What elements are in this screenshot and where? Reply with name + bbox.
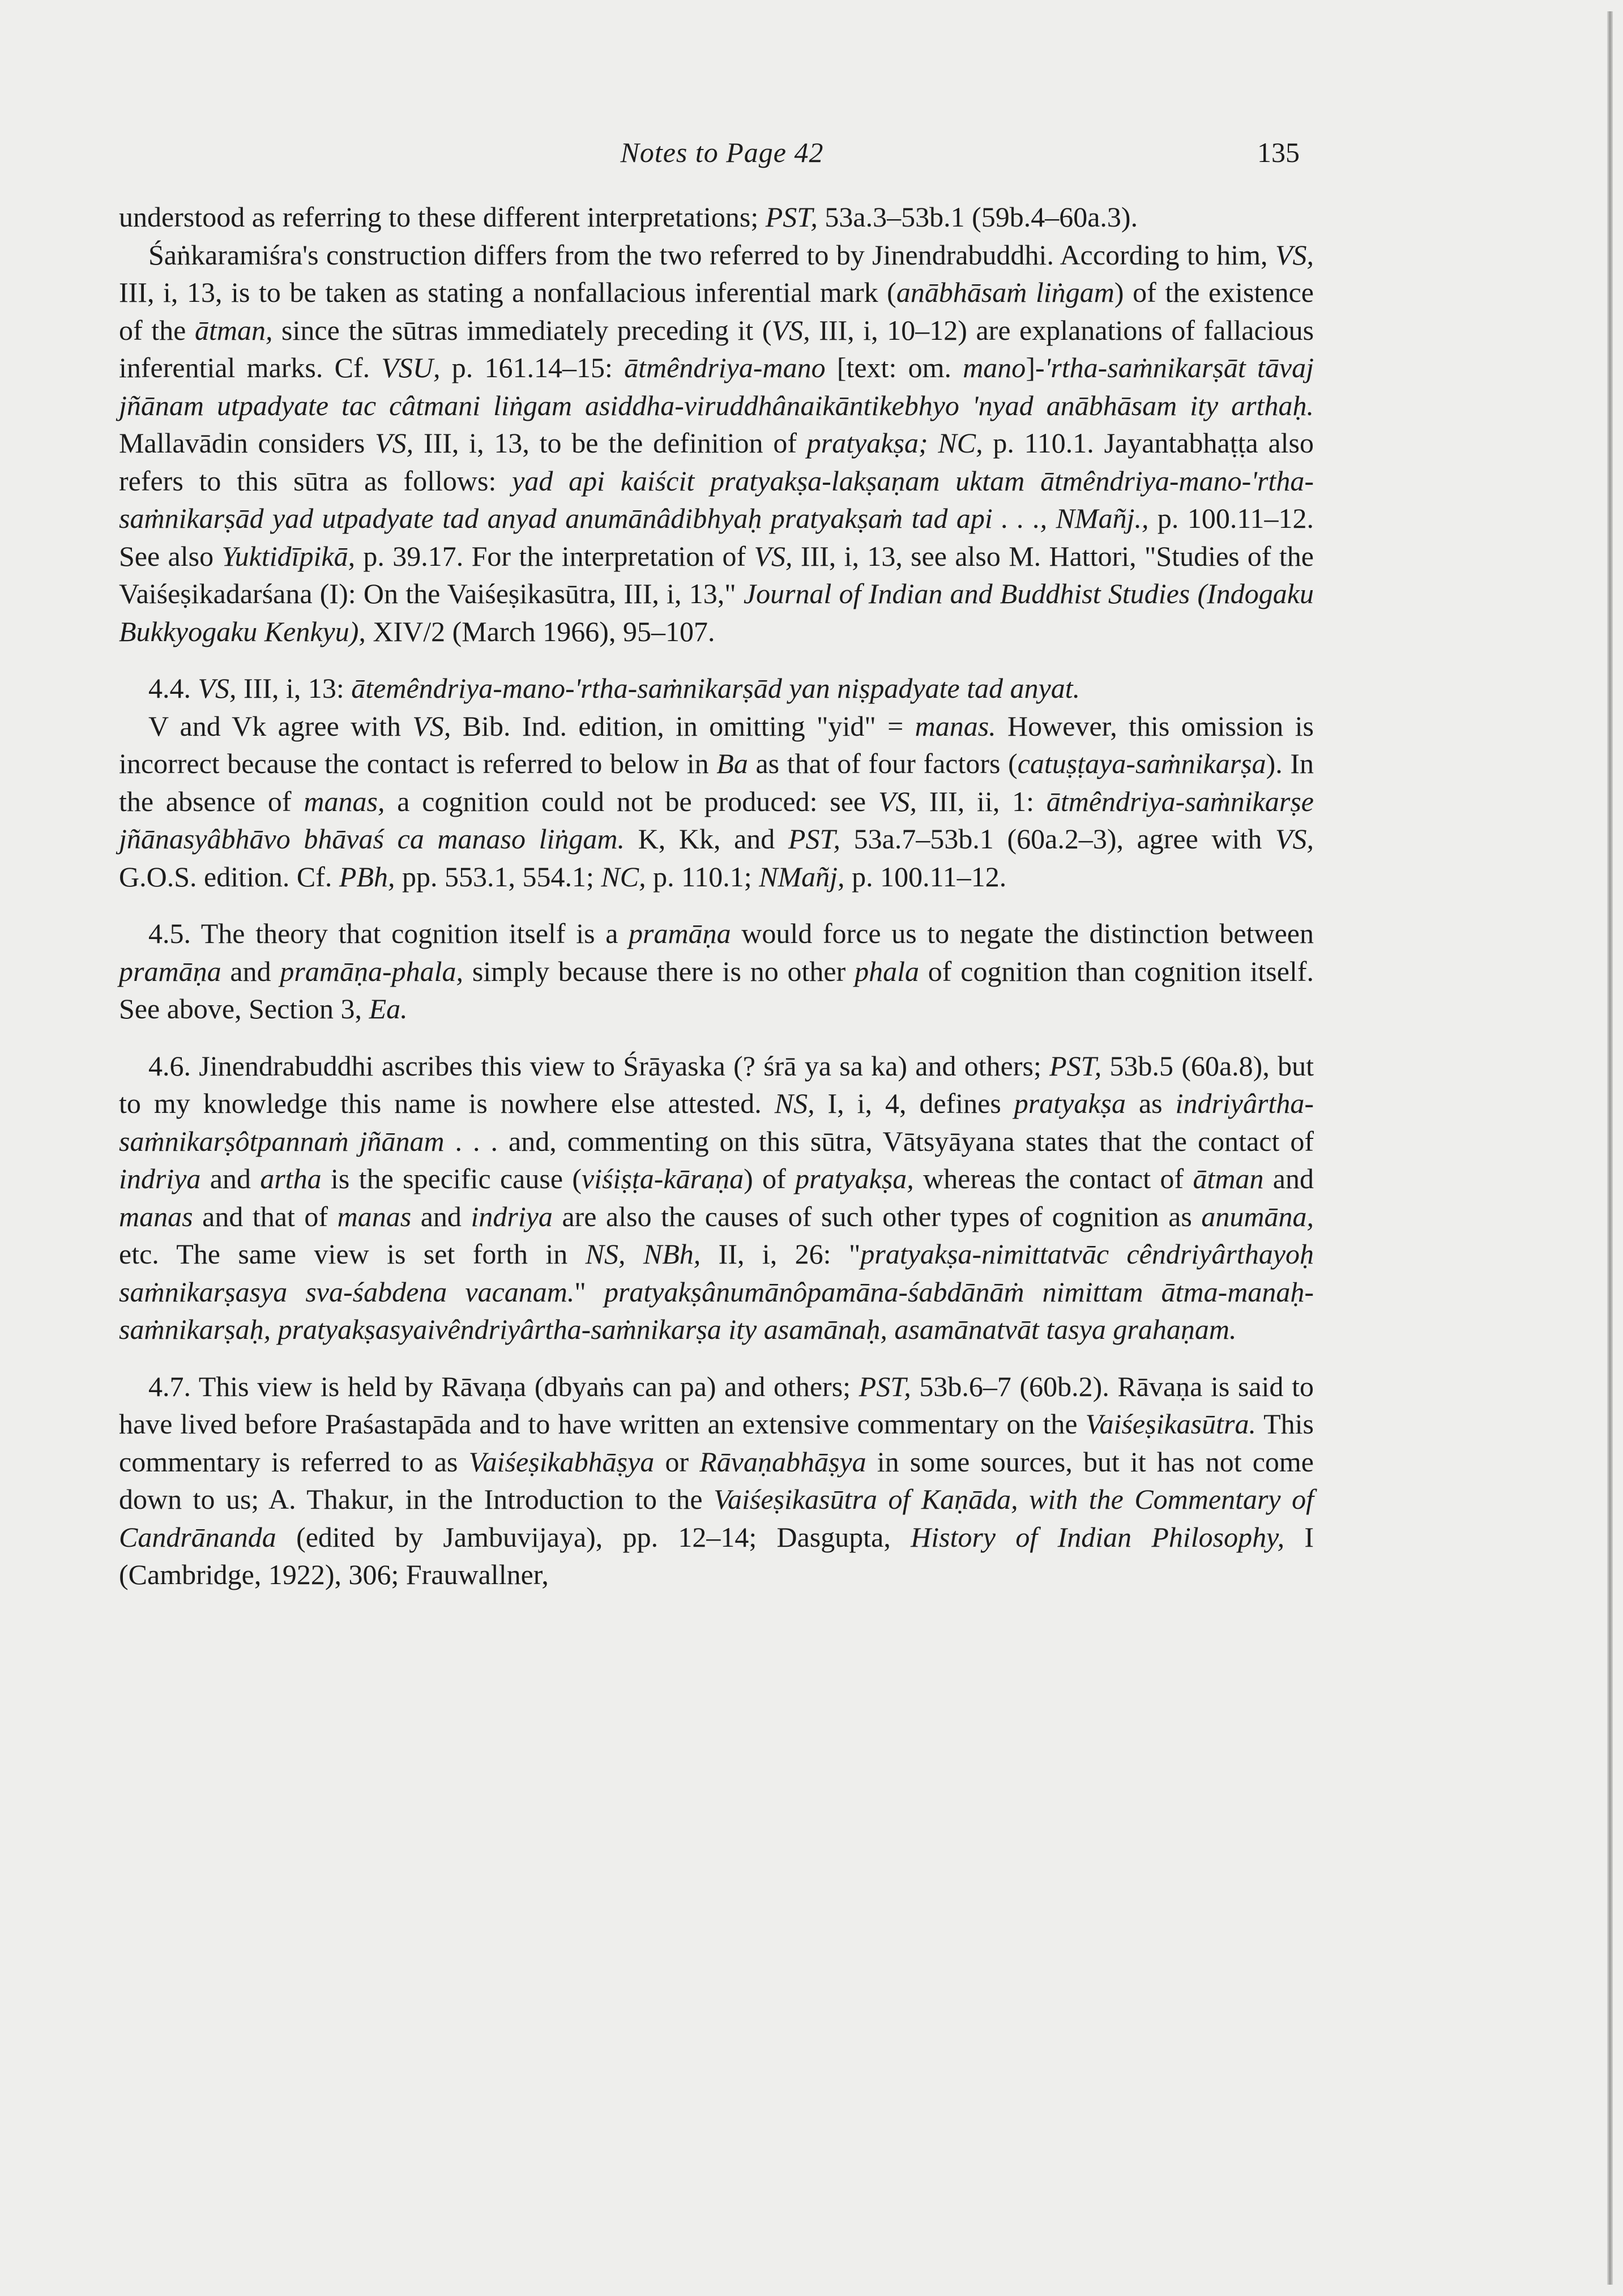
text-run: since the sūtras immediately preceding it ( xyxy=(272,314,772,346)
text-run: etc. The same view is set forth in xyxy=(119,1238,586,1270)
text-run: and xyxy=(1263,1163,1314,1194)
text-run: p. 100.11–12. See also xyxy=(119,502,1314,572)
italic-text: PST, xyxy=(765,201,818,233)
italic-text: indriyârtha-saṁnikarṣôtpannaṁ jñānam xyxy=(119,1087,1314,1157)
body-paragraph xyxy=(119,198,1314,236)
italic-text: NMañj., xyxy=(1056,502,1149,534)
italic-text: artha xyxy=(260,1163,322,1194)
italic-text: NC, xyxy=(601,860,646,893)
text-run: 4.7. This view is held by Rāvaṇa (dbyaṅs can pa) and others; xyxy=(148,1370,859,1402)
italic-text: VS, xyxy=(375,427,414,459)
text-run: a cognition could not be produced: see xyxy=(385,785,878,817)
text-run: is the specific cause ( xyxy=(321,1163,582,1194)
italic-text: NS, xyxy=(774,1087,815,1119)
text-run: G.O.S. edition. Cf. xyxy=(119,860,339,893)
text-run: as that of four factors ( xyxy=(748,748,1018,779)
body-paragraph xyxy=(119,707,1314,896)
text-run: ). In the absence of xyxy=(119,748,1314,817)
italic-text: NC, xyxy=(938,427,983,459)
italic-text: VS, xyxy=(412,710,451,742)
text-run: and xyxy=(200,1163,260,1194)
text-run: Śaṅkaramiśra's construction differs from the two referred to by Jinendrabuddhi. According to him, xyxy=(148,238,1275,271)
text-run xyxy=(928,427,938,459)
italic-text: anumāna, xyxy=(1201,1200,1314,1232)
italic-text: manas xyxy=(337,1200,412,1232)
notes-body xyxy=(119,198,1314,1594)
text-run: of cognition than cognition itself. See above, Section 3, xyxy=(119,955,1314,1025)
italic-text: pratyakṣa-nimittatvāc cêndriyârthayoḥ saṁnikarṣasya sva-śabdena vacanam. xyxy=(119,1238,1314,1308)
text-run: ]- xyxy=(1026,352,1045,383)
italic-text: PBh, xyxy=(339,860,395,893)
italic-text: pramāṇa xyxy=(629,917,731,949)
italic-text: pratyakṣa xyxy=(1014,1087,1126,1119)
italic-text: PST, xyxy=(859,1370,911,1402)
italic-text: mano xyxy=(963,352,1026,383)
italic-text: VS, xyxy=(198,672,237,704)
text-run: (edited by Jambuvijaya), pp. 12–14; Dasgupta, xyxy=(276,1521,911,1553)
italic-text: VSU, xyxy=(381,352,441,383)
italic-text: ātman, xyxy=(194,314,273,346)
text-run: 53b.5 (60a.8), but to my knowledge this name is nowhere else attested. xyxy=(119,1049,1314,1119)
text-run: 53a.7–53b.1 (60a.2–3), agree with xyxy=(840,823,1275,855)
italic-text: ātman xyxy=(1193,1163,1264,1194)
italic-text: NMañj, xyxy=(759,860,845,893)
text-run: p. 39.17. For the interpretation of xyxy=(355,540,754,572)
italic-text: manas. xyxy=(915,710,996,742)
italic-text: ātmêndriya-saṁnikarṣe jñānasyâbhāvo bhāvaś ca manaso liṅgam. xyxy=(119,785,1314,855)
italic-text: Vaiśeṣikasūtra of Kaṇāda, with the Commentary of Candrānanda xyxy=(119,1483,1314,1553)
text-run: 53b.6–7 (60b.2). Rāvaṇa is said to have lived before Praśastapāda and to have written an extensive commentary on the xyxy=(119,1370,1314,1440)
text-run xyxy=(1047,502,1056,534)
text-run: or xyxy=(654,1445,700,1478)
note-paragraph xyxy=(119,1047,1314,1348)
italic-text: pratyakṣânumānôpamāna-śabdānāṁ nimittam ātma-manaḥ-saṁnikarṣaḥ, pratyakṣasyaivêndriyârtha-saṁnikarṣa ity asamānaḥ, asamānatvāt tasya grahaṇam. xyxy=(119,1275,1314,1345)
italic-text: ātmêndriya-mano xyxy=(624,352,826,383)
italic-text: viśiṣṭa-kāraṇa xyxy=(582,1163,744,1194)
text-run: are also the causes of such other types of cognition as xyxy=(552,1200,1202,1232)
text-run: III, i, 13, to be the definition of xyxy=(413,427,807,459)
italic-text: NBh, xyxy=(643,1238,701,1270)
text-run: This commentary is referred to as xyxy=(119,1408,1314,1478)
text-run: " xyxy=(574,1275,604,1308)
text-run: as xyxy=(1125,1087,1176,1119)
italic-text: PST, xyxy=(788,823,841,855)
text-run: 4.6. Jinendrabuddhi ascribes this view to Śrāyaska (? śrā ya sa ka) and others; xyxy=(148,1049,1050,1082)
italic-text: pratyakṣa; xyxy=(806,427,928,459)
italic-text: manas, xyxy=(304,785,385,817)
italic-text: indriya xyxy=(471,1200,553,1232)
text-run: I, i, 4, defines xyxy=(814,1087,1014,1119)
italic-text: Ba xyxy=(716,748,748,779)
text-run: III, i, 13, see also M. Hattori, "Studies of the Vaiśeṣikadarśana (I): On the Vaiśeṣikasūtra, III, i, 13," xyxy=(119,540,1314,609)
italic-text: yad api kaiścit pratyakṣa-lakṣaṇam uktam ātmêndriya-mano-'rtha-saṁnikarṣād yad utpadyate tad anyad anumānâdibhyaḥ pratyakṣaṁ tad api . . ., xyxy=(119,464,1314,534)
italic-text: Vaiśeṣikasūtra. xyxy=(1085,1408,1256,1440)
italic-text: phala xyxy=(855,955,919,987)
text-run: Mallavādin considers xyxy=(119,427,375,459)
italic-text: PST, xyxy=(1049,1049,1102,1082)
italic-text: Journal of Indian and Buddhist Studies (Indogaku Bukkyogaku Kenkyu), xyxy=(119,578,1314,647)
italic-text: catuṣṭaya-saṁnikarṣa xyxy=(1017,748,1266,779)
running-head: Notes to Page 42 xyxy=(620,136,824,168)
italic-text: VS, xyxy=(771,314,810,346)
text-run: I (Cambridge, 1922), 306; Frauwallner, xyxy=(119,1521,1314,1590)
italic-text: VS, xyxy=(1275,238,1314,271)
text-run: ) of the existence of the xyxy=(119,276,1314,346)
italic-text: VS, xyxy=(878,785,917,817)
text-run xyxy=(626,1238,643,1270)
page-header xyxy=(119,136,1325,187)
text-run: . . . and, commenting on this sūtra, Vātsyāyana states that the contact of xyxy=(444,1125,1314,1157)
text-run: pp. 553.1, 554.1; xyxy=(395,860,601,893)
text-run: However, this omission is incorrect because the contact is referred to below in xyxy=(119,710,1314,779)
italic-text: 'rtha-saṁnikarṣāt tāvaj jñānam utpadyate tac câtmani liṅgam asiddha-viruddhânaikāntikebhyo 'nyad anābhāsam ity arthaḥ. xyxy=(119,352,1314,421)
text-run: and xyxy=(411,1200,471,1232)
text-run: 53a.3–53b.1 (59b.4–60a.3). xyxy=(817,201,1138,233)
italic-text: pramāṇa xyxy=(119,955,221,987)
text-run: p. 161.14–15: xyxy=(440,352,625,383)
text-run: II, i, 26: " xyxy=(701,1238,861,1270)
note-paragraph xyxy=(119,1368,1314,1594)
italic-text: VS, xyxy=(1275,823,1314,855)
italic-text: manas xyxy=(119,1200,193,1232)
text-run: and xyxy=(221,955,280,987)
note-paragraph xyxy=(119,669,1314,707)
text-run: p. 100.11–12. xyxy=(844,860,1007,893)
text-run: III, i, 10–12) are explanations of fallacious inferential marks. Cf. xyxy=(119,314,1314,383)
text-run: [text: om. xyxy=(825,352,963,383)
text-run: whereas the contact of xyxy=(913,1163,1193,1194)
text-run: 4.4. xyxy=(148,672,198,704)
text-run: p. 110.1; xyxy=(646,860,759,893)
italic-text: Yuktidīpikā, xyxy=(221,540,356,572)
italic-text: pratyakṣa, xyxy=(795,1163,914,1194)
text-run: XIV/2 (March 1966), 95–107. xyxy=(365,615,715,647)
text-run: 4.5. The theory that cognition itself is a xyxy=(148,917,629,949)
italic-text: indriya xyxy=(119,1163,201,1194)
text-run: would force us to negate the distinction between xyxy=(731,917,1314,949)
body-paragraph xyxy=(119,236,1314,651)
text-run: III, ii, 1: xyxy=(916,785,1047,817)
text-run: ) of xyxy=(744,1163,796,1194)
text-run: simply because there is no other xyxy=(463,955,855,987)
italic-text: ātemêndriya-mano-'rtha-saṁnikarṣād yan niṣpadyate tad anyat. xyxy=(351,672,1080,704)
text-run: understood as referring to these different interpretations; xyxy=(119,201,766,233)
italic-text: anābhāsaṁ liṅgam xyxy=(896,276,1114,308)
italic-text: VS, xyxy=(754,540,793,572)
italic-text: History of Indian Philosophy, xyxy=(911,1521,1285,1553)
text-run: V and Vk agree with xyxy=(148,710,413,742)
text-run: p. 110.1. Jayantabhaṭṭa also refers to this sūtra as follows: xyxy=(119,427,1314,497)
text-run: K, Kk, and xyxy=(625,823,788,855)
book-spine-edge xyxy=(1607,11,1613,2285)
text-run: in some sources, but it has not come down to us; A. Thakur, in the Introduction to the xyxy=(119,1445,1314,1515)
text-run: Bib. Ind. edition, in omitting "yid" = xyxy=(451,710,915,742)
text-run: and that of xyxy=(193,1200,338,1232)
italic-text: Vaiśeṣikabhāṣya xyxy=(468,1445,655,1478)
italic-text: Rāvaṇabhāṣya xyxy=(699,1445,866,1478)
italic-text: Ea. xyxy=(369,993,408,1025)
text-run: III, i, 13: xyxy=(236,672,352,704)
text-run: III, i, 13, is to be taken as stating a nonfallacious inferential mark ( xyxy=(119,276,896,308)
note-paragraph xyxy=(119,915,1314,1028)
page-number: 135 xyxy=(1257,136,1300,168)
italic-text: pramāṇa-phala, xyxy=(280,955,464,987)
italic-text: NS, xyxy=(585,1238,626,1270)
